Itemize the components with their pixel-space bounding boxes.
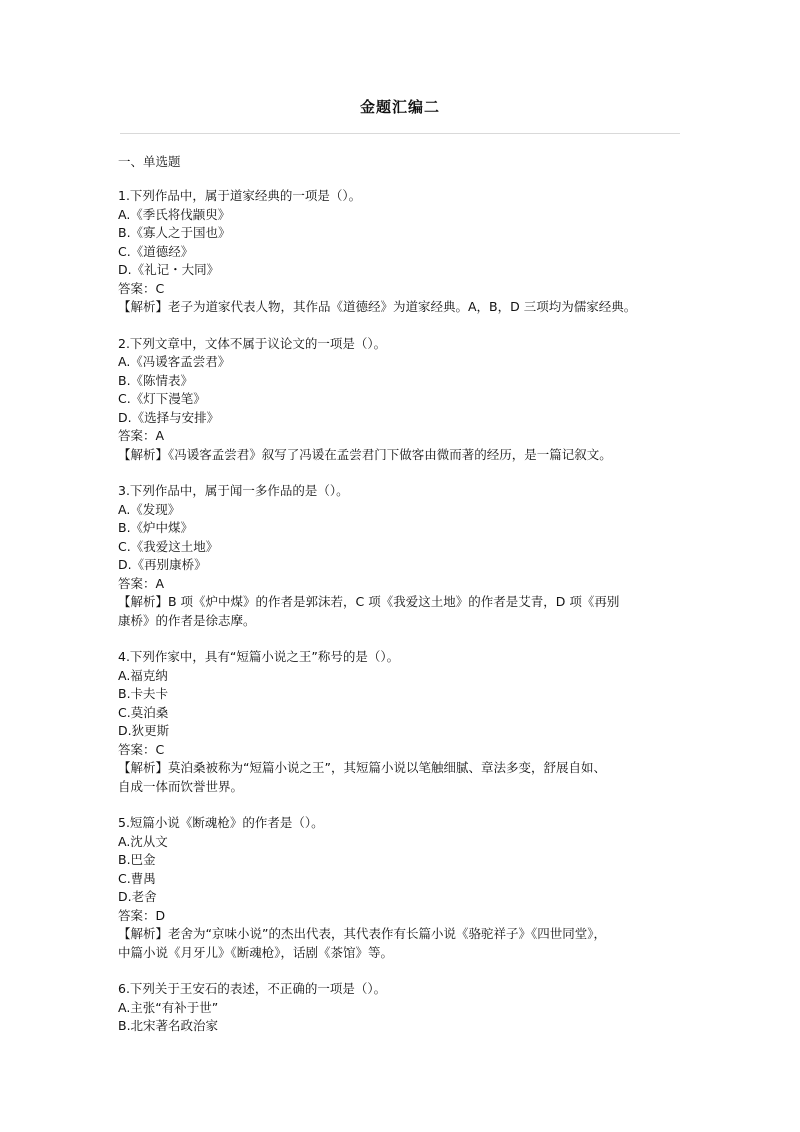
analysis: 【解析】《冯谖客孟尝君》叙写了冯谖在孟尝君门下做客由微而著的经历，是一篇记叙文。 xyxy=(118,446,612,462)
analysis-line-1: 【解析】B 项《炉中煤》的作者是郭沫若，C 项《我爱这土地》的作者是艾青，D 项《再别 xyxy=(118,594,620,609)
question-2 xyxy=(118,335,688,465)
option-a: A.《冯谖客孟尝君》 xyxy=(118,354,231,369)
question-stem: 1.下列作品中，属于道家经典的一项是（）。 xyxy=(118,188,362,203)
option-c: C.《道德经》 xyxy=(118,243,194,259)
answer: 答案：A xyxy=(118,575,165,591)
question-stem: 2.下列文章中，文体不属于议论文的一项是（）。 xyxy=(118,335,387,351)
document-title: 金题汇编二 xyxy=(359,98,440,116)
option-d: D.《再别康桥》 xyxy=(118,557,207,572)
answer: 答案：C xyxy=(118,280,165,296)
analysis-line-2: 自成一体而饮誉世界。 xyxy=(118,778,244,794)
analysis-line-2: 中篇小说《月牙儿》《断魂枪》，话剧《茶馆》等。 xyxy=(118,944,394,960)
option-b: B.《炉中煤》 xyxy=(118,520,194,535)
question-5 xyxy=(118,814,688,962)
option-d: D.《礼记・大同》 xyxy=(118,262,220,277)
option-a: A.沈从文 xyxy=(118,833,168,849)
question-stem: 6.下列关于王安石的表述，不正确的一项是（）。 xyxy=(118,981,387,996)
option-a: A.福克纳 xyxy=(118,667,168,683)
option-d: D.老舍 xyxy=(118,889,157,904)
option-d: D.狄更斯 xyxy=(118,723,170,738)
analysis-line-1: 【解析】老舍为“京味小说”的杰出代表，其代表作有长篇小说《骆驼祥子》《四世同堂》， xyxy=(118,926,606,941)
title-divider xyxy=(120,133,680,134)
question-1 xyxy=(118,187,688,317)
question-6 xyxy=(118,980,688,1036)
analysis-line-1: 【解析】莫泊桑被称为“短篇小说之王”，其短篇小说以笔触细腻、章法多变，舒展自如、 xyxy=(118,760,606,775)
document-body xyxy=(118,153,688,1054)
analysis: 【解析】老子为道家代表人物，其作品《道德经》为道家经典。A，B，D 三项均为儒家经典。 xyxy=(118,299,637,314)
option-c: C.曹禺 xyxy=(118,870,156,886)
option-b: B.《陈情表》 xyxy=(118,372,194,388)
question-stem: 5.短篇小说《断魂枪》的作者是（）。 xyxy=(118,815,324,830)
option-b: B.北宋著名政治家 xyxy=(118,1018,219,1033)
answer: 答案：D xyxy=(118,907,166,923)
option-c: C.《我爱这土地》 xyxy=(118,538,219,554)
analysis-line-2: 康桥》的作者是徐志摩。 xyxy=(118,612,256,628)
question-stem: 4.下列作家中，具有“短篇小说之王”称号的是（）。 xyxy=(118,649,400,664)
question-stem: 3.下列作品中，属于闻一多作品的是（）。 xyxy=(118,483,349,498)
question-3 xyxy=(118,482,688,630)
option-b: B.《寡人之于国也》 xyxy=(118,225,231,240)
option-a: A.主张“有补于世” xyxy=(118,999,219,1015)
question-4 xyxy=(118,648,688,796)
option-a: A.《发现》 xyxy=(118,501,181,517)
answer: 答案：A xyxy=(118,428,165,443)
option-b: B.巴金 xyxy=(118,852,156,867)
option-d: D.《选择与安排》 xyxy=(118,409,220,425)
option-b: B.卡夫卡 xyxy=(118,686,169,701)
option-a: A.《季氏将伐颛臾》 xyxy=(118,206,231,222)
option-c: C.莫泊桑 xyxy=(118,704,169,720)
section-heading: 一、单选题 xyxy=(118,154,181,169)
answer: 答案：C xyxy=(118,741,165,757)
option-c: C.《灯下漫笔》 xyxy=(118,391,206,406)
